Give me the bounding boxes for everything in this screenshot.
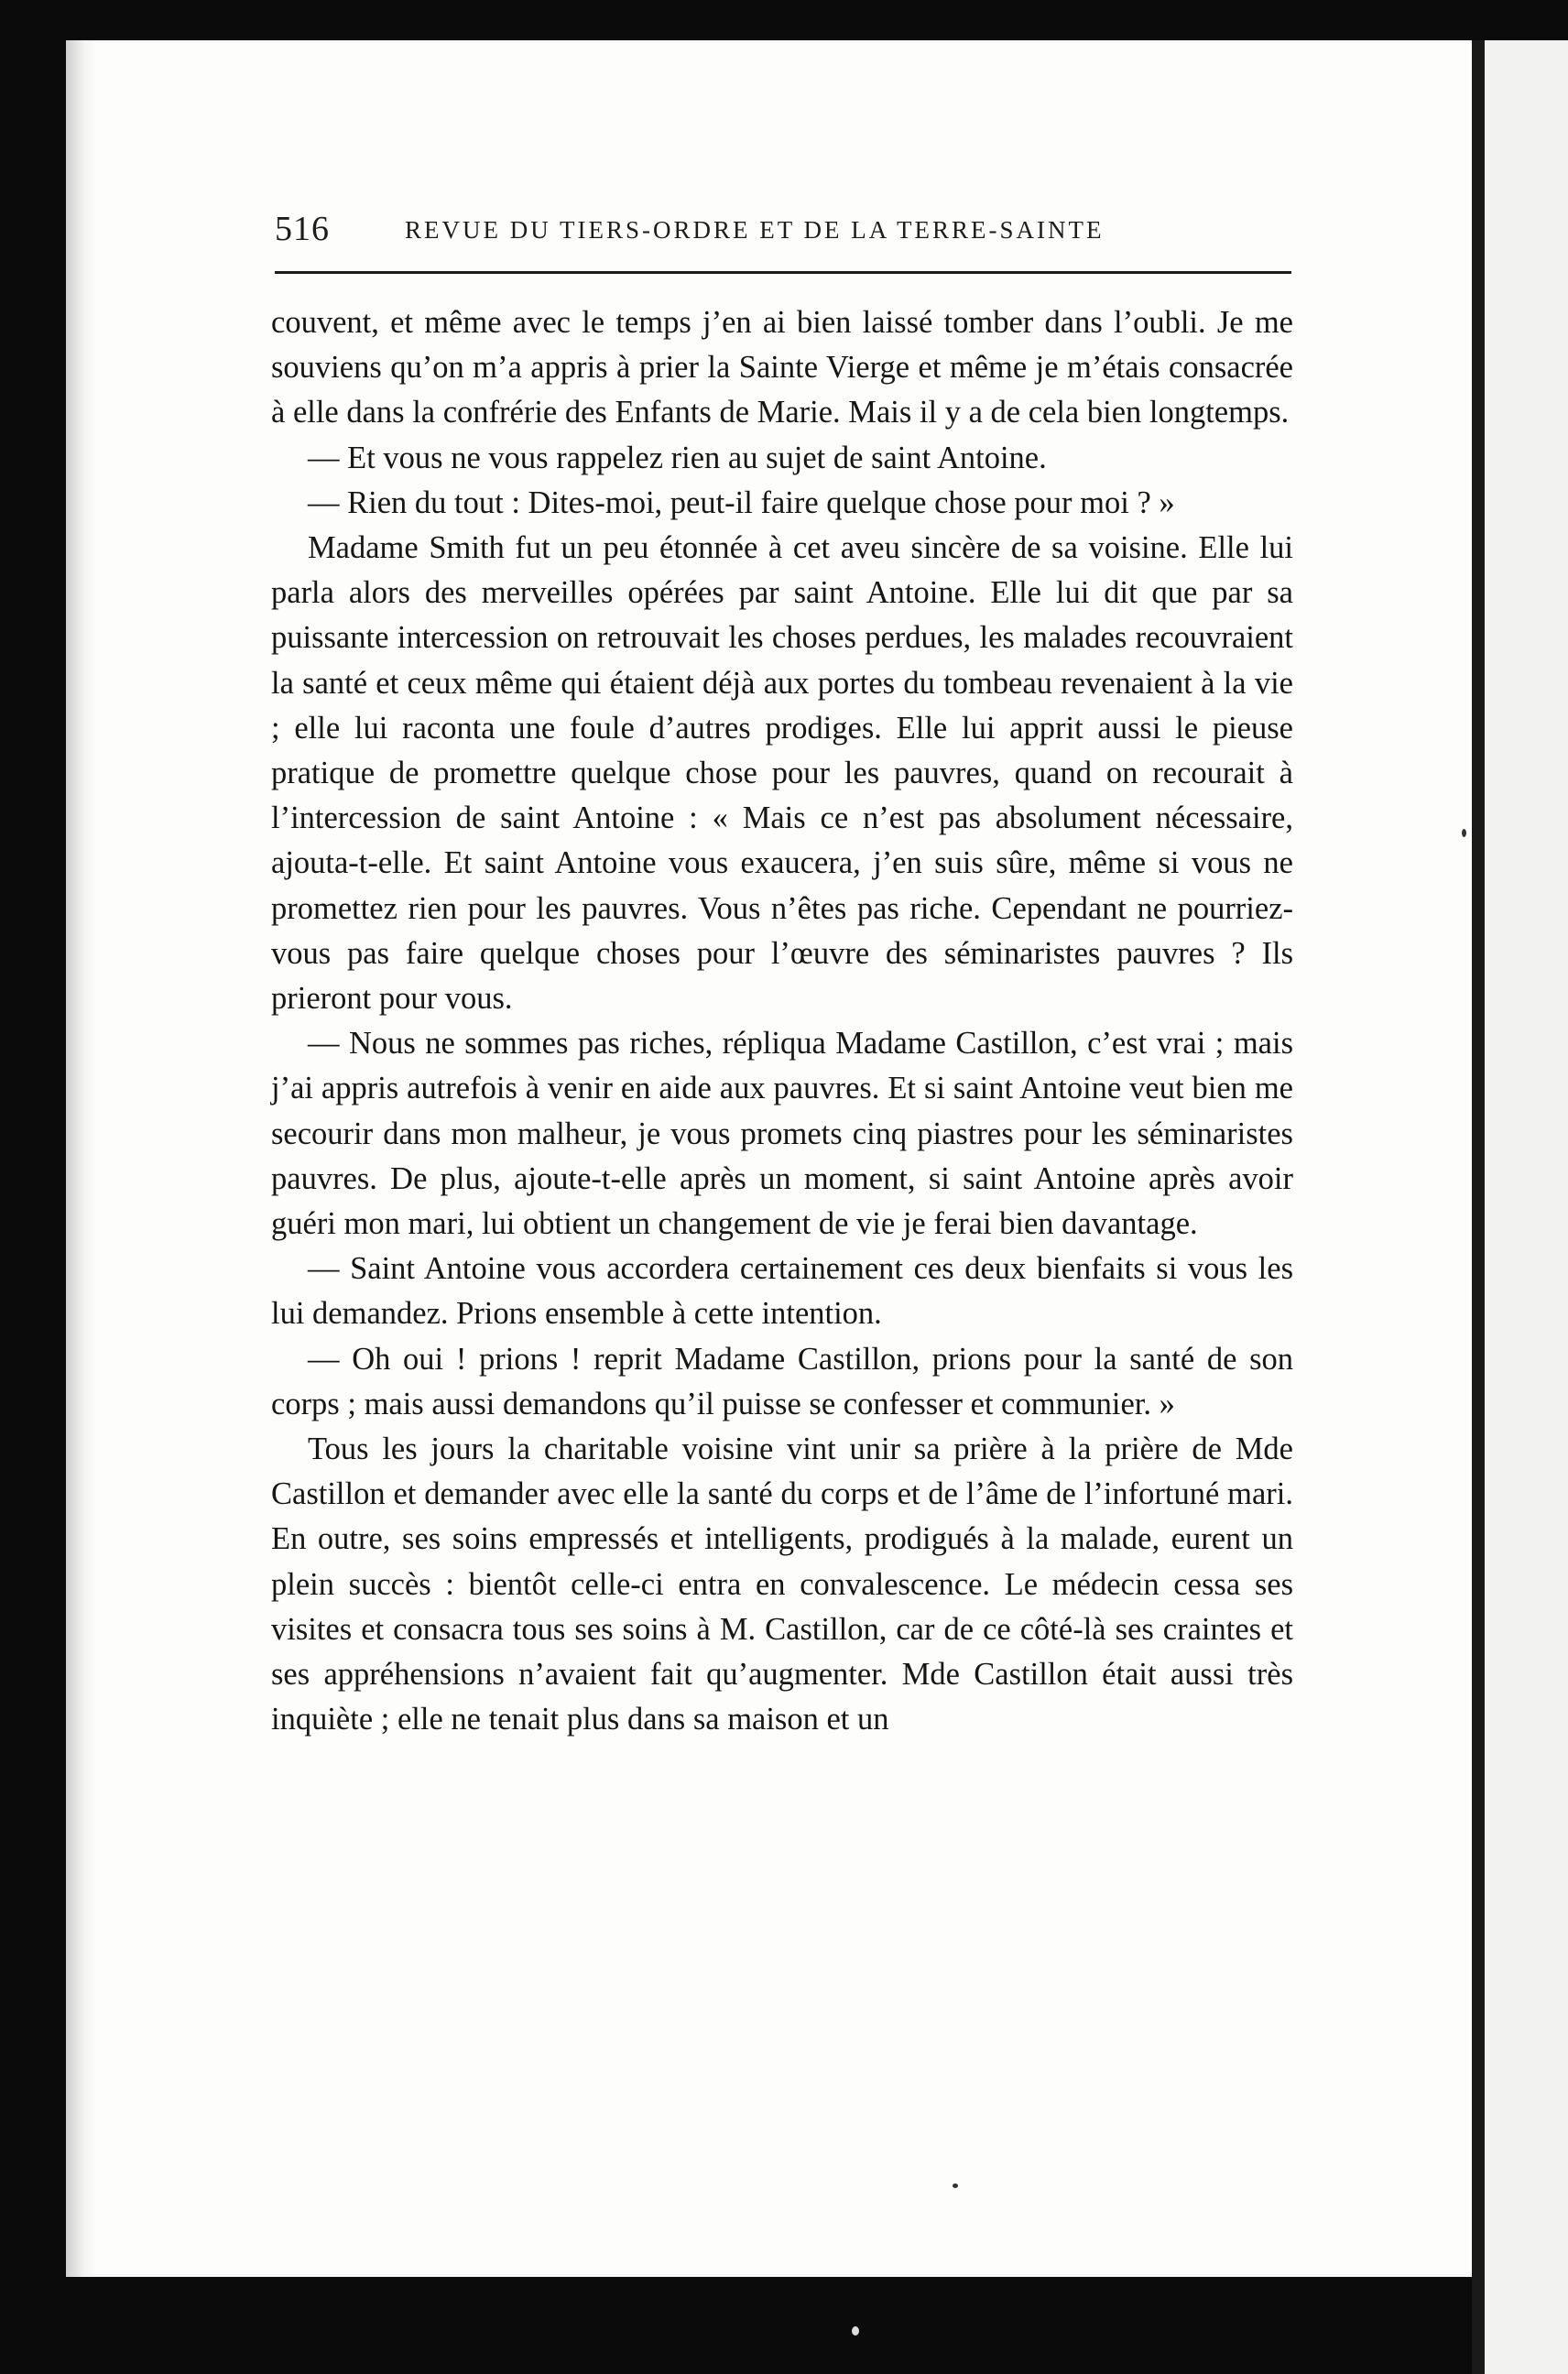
- body-text: [271, 300, 1293, 1743]
- paragraph: couvent, et même avec le temps j’en ai bien laissé tomber dans l’oubli. Je me souviens qu’on m’a appris à prier la Sainte Vierge et même je m’étais consacrée à elle dans la confrérie des Enfants de Marie. Mais il y a de cela bien longtemps.: [271, 305, 1293, 430]
- page-gutter-shadow: [66, 40, 97, 2277]
- paragraph: — Oh oui ! prions ! reprit Madame Castillon, prions pour la santé de son corps ; mais aussi demandons qu’il puisse se confesser et communier. »: [271, 1341, 1293, 1421]
- running-title: REVUE DU TIERS-ORDRE ET DE LA TERRE-SAINTE: [405, 216, 1105, 244]
- adjacent-page-edge: [1472, 40, 1568, 2374]
- paragraph: — Nous ne sommes pas riches, répliqua Madame Castillon, c’est vrai ; mais j’ai appris autrefois à venir en aide aux pauvres. Et si saint Antoine veut bien me secourir dans mon malheur, je vous promets cinq piastres pour les séminaristes pauvres. De plus, ajoute-t-elle après un moment, si saint Antoine après avoir guéri mon mari, lui obtient un changement de vie je ferai bien davantage.: [271, 1026, 1293, 1242]
- paragraph: — Et vous ne vous rappelez rien au sujet de saint Antoine.: [308, 440, 1047, 475]
- paragraph: Madame Smith fut un peu étonnée à cet aveu sincère de sa voisine. Elle lui parla alors des merveilles opérées par saint Antoine. Elle lui dit que par sa puissante intercession on retrouvait les choses perdues, les malades recouvraient la santé et ceux même qui étaient déjà aux portes du tombeau revenaient à la vie ; elle lui raconta une foule d’autres prodiges. Elle lui apprit aussi le pieuse pratique de promettre quelque chose pour les pauvres, quand on recourait à l’intercession de saint Antoine : « Mais ce n’est pas absolument nécessaire, ajouta-t-elle. Et saint Antoine vous exaucera, j’en suis sûre, même si vous ne promettez rien pour les pauvres. Vous n’êtes pas riche. Cependant ne pourriez-vous pas faire quelque choses pour l’œuvre des séminaristes pauvres ? Ils prieront pour vous.: [271, 530, 1293, 1017]
- scan-speck: [1462, 829, 1466, 837]
- header-rule: [275, 271, 1291, 274]
- scan-speck: [852, 2326, 859, 2336]
- scan-speck: [953, 2183, 958, 2188]
- page-edge-shadow: [1472, 40, 1485, 2374]
- running-header: [275, 209, 1291, 255]
- page-number: 516: [275, 210, 330, 248]
- paragraph: Tous les jours la charitable voisine vint unir sa prière à la prière de Mde Castillon et demander avec elle la santé du corps et de l’âme de l’infortuné mari. En outre, ses soins empressés et intelligents, prodigués à la malade, eurent un plein succès : bientôt celle-ci entra en convalescence. Le médecin cessa ses visites et consacra tous ses soins à M. Castillon, car de ce côté-là ses craintes et ses appréhensions n’avaient fait qu’augmenter. Mde Castillon était aussi très inquiète ; elle ne tenait plus dans sa maison et un: [271, 1432, 1293, 1737]
- paragraph: — Rien du tout : Dites-moi, peut-il faire quelque chose pour moi ? »: [308, 485, 1175, 520]
- paragraph: — Saint Antoine vous accordera certainement ces deux bienfaits si vous les lui demandez. Prions ensemble à cette intention.: [271, 1251, 1293, 1332]
